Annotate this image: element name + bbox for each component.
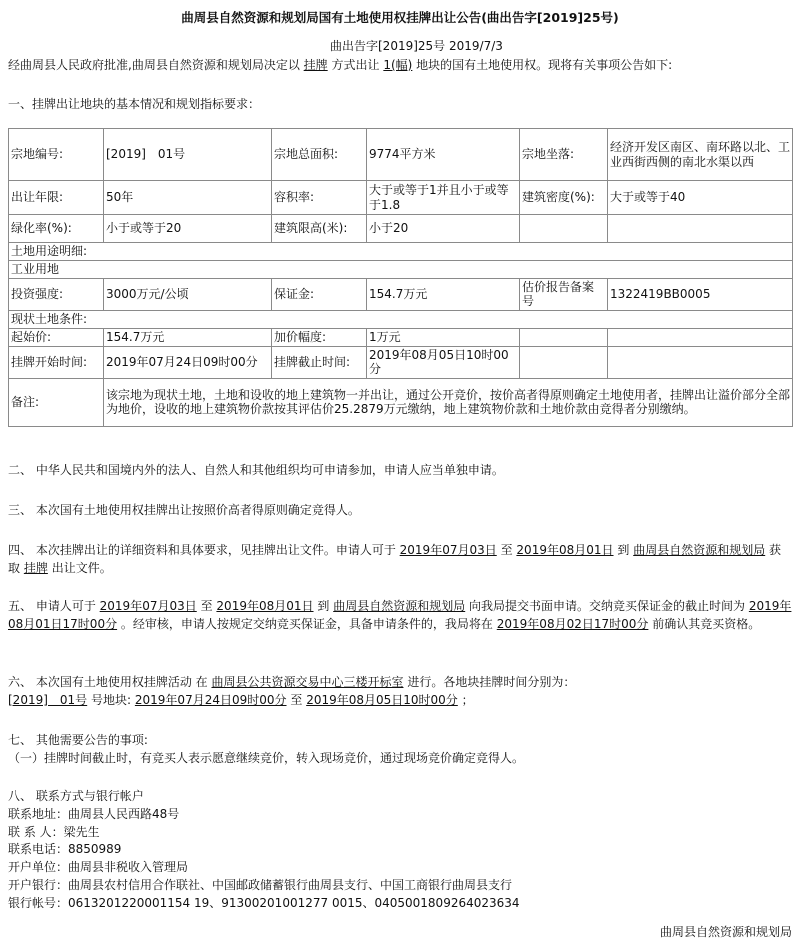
section-4-text-c: 到	[617, 543, 630, 557]
section-5-date-to: 2019年08月01日	[216, 599, 314, 613]
increment-value: 1万元	[367, 328, 520, 346]
intro-text-1: 经曲周县人民政府批准,曲周县自然资源和规划局决定以	[8, 58, 300, 72]
account-unit: 开户单位：曲周县非税收入管理局	[8, 860, 189, 874]
table-row	[9, 328, 793, 346]
condition-label: 现状土地条件:	[9, 310, 793, 328]
section-4-text-a: 四、 本次挂牌出让的详细资料和具体要求，见挂牌出让文件。申请人可于	[8, 543, 396, 557]
section-5-confirm-time: 2019年08月02日17时00分	[496, 617, 649, 631]
report-value: 1322419BB0005	[608, 279, 793, 311]
intro-text-3: 地块的国有土地使用权。现将有关事项公告如下:	[416, 58, 673, 72]
section-7	[8, 731, 792, 767]
section-5-text-e: 。经审核，申请人按规定交纳竞买保证金，具备申请条件的，我局将在	[120, 617, 493, 631]
account-bank: 开户银行：曲周县农村信用合作联社、中国邮政储蓄银行曲周县支行、中国工商银行曲周县支行	[8, 877, 513, 892]
section-1-heading: 一、挂牌出让地块的基本情况和规划指标要求：	[8, 97, 261, 111]
section-4-text-d: 获取	[8, 543, 782, 575]
section-4-place: 曲周县自然资源和规划局	[633, 543, 766, 557]
section-5-date-from: 2019年07月03日	[99, 599, 197, 613]
deposit-value: 154.7万元	[367, 279, 520, 311]
intro-text-2: 方式出让	[331, 58, 380, 72]
section-5	[8, 597, 792, 633]
deposit-label: 保证金:	[272, 279, 367, 311]
section-6-text-d: 至	[290, 693, 303, 707]
section-4-text-e: 出让文件。	[51, 561, 112, 575]
term-label: 出让年限:	[9, 181, 104, 215]
location-label: 宗地坐落:	[520, 129, 608, 181]
section-4	[8, 541, 792, 577]
height-label: 建筑限高(米):	[272, 215, 367, 243]
empty-cell	[608, 346, 793, 378]
term-value: 50年	[104, 181, 272, 215]
section-6-start: 2019年07月24日09时00分	[134, 693, 287, 707]
section-6-text-e: ；	[461, 693, 474, 707]
section-8-heading: 八、 联系方式与银行帐户	[8, 789, 144, 803]
table-row	[9, 261, 793, 279]
section-5-text-d: 向我局提交书面申请。交纳竞买保证金的截止时间为	[469, 599, 746, 613]
location-value: 经济开发区南区、南环路以北、工业西街西侧的南北水渠以西	[608, 129, 793, 181]
table-row	[9, 243, 793, 261]
section-5-text-f: 前确认其竞买资格。	[652, 617, 761, 631]
section-4-date-to: 2019年08月01日	[516, 543, 614, 557]
use-label: 土地用途明细:	[9, 243, 793, 261]
section-2: 二、 中华人民共和国境内外的法人、自然人和其他组织均可申请参加，申请人应当单独申请。	[8, 463, 504, 477]
section-5-text-b: 至	[200, 599, 213, 613]
list-start-label: 挂牌开始时间:	[9, 346, 104, 378]
section-8	[8, 788, 792, 912]
density-value: 大于或等于40	[608, 181, 793, 215]
density-label: 建筑密度(%):	[520, 181, 608, 215]
intro-mode: 挂牌	[303, 58, 328, 72]
section-6	[8, 673, 792, 709]
table-row	[9, 129, 793, 181]
green-label: 绿化率(%):	[9, 215, 104, 243]
invest-label: 投资强度:	[9, 279, 104, 311]
invest-value: 3000万元/公顷	[104, 279, 272, 311]
parcel-no-value: [2019] 01号	[104, 129, 272, 181]
section-5-place: 曲周县自然资源和规划局	[333, 599, 466, 613]
empty-cell	[608, 328, 793, 346]
green-value: 小于或等于20	[104, 215, 272, 243]
contact-phone: 联系电话：8850989	[8, 842, 122, 857]
list-end-label: 挂牌截止时间:	[272, 346, 367, 378]
table-row	[9, 378, 793, 426]
section-6-text-b: 进行。各地块挂牌时间分别为：	[407, 675, 576, 689]
report-label: 估价报告备案号	[520, 279, 608, 311]
section-4-text-b: 至	[500, 543, 513, 557]
notice-title: 曲周县自然资源和规划局国有土地使用权挂牌出让公告(曲出告字[2019]25号)	[181, 10, 619, 25]
contact-person: 联 系 人：梁先生	[8, 824, 100, 839]
section-4-date-from: 2019年07月03日	[399, 543, 497, 557]
area-label: 宗地总面积:	[272, 129, 367, 181]
section-5-text-a: 五、 申请人可于	[8, 599, 96, 613]
start-price-value: 154.7万元	[104, 328, 272, 346]
intro-paragraph	[8, 57, 792, 73]
table-row	[9, 346, 793, 378]
far-value: 大于或等于1并且小于或等于1.8	[367, 181, 520, 215]
section-5-deadline: 2019年08月01日17时00分	[8, 599, 792, 631]
section-7-heading: 七、 其他需要公告的事项:	[8, 733, 148, 747]
list-end-value: 2019年08月05日10时00分	[367, 346, 520, 378]
section-5-text-c: 到	[317, 599, 330, 613]
account-number: 银行帐号：0613201220001154 19、91300201001277 0015、0405001809264023634	[8, 895, 520, 910]
section-6-text-c: 号地块:	[91, 693, 132, 707]
start-price-label: 起始价:	[9, 328, 104, 346]
section-6-parcel: [2019] 01号	[8, 693, 88, 707]
empty-cell	[520, 215, 608, 243]
issuer-signature: 曲周县自然资源和规划局	[659, 925, 792, 939]
height-value: 小于20	[367, 215, 520, 243]
empty-cell	[520, 328, 608, 346]
parcel-no-label: 宗地编号:	[9, 129, 104, 181]
intro-count: 1(幅)	[383, 58, 413, 72]
empty-cell	[520, 346, 608, 378]
increment-label: 加价幅度:	[272, 328, 367, 346]
section-6-end: 2019年08月05日10时00分	[306, 693, 458, 707]
table-row	[9, 279, 793, 311]
use-value: 工业用地	[9, 261, 793, 279]
parcel-info-table	[8, 128, 793, 427]
remark-label: 备注:	[9, 378, 104, 426]
contact-address: 联系地址：曲周县人民西路48号	[8, 806, 180, 821]
far-label: 容积率:	[272, 181, 367, 215]
area-value: 9774平方米	[367, 129, 520, 181]
empty-cell	[608, 215, 793, 243]
section-6-venue: 曲周县公共资源交易中心三楼开标室	[211, 675, 404, 689]
document-number: 曲出告字[2019]25号 2019/7/3	[330, 39, 503, 53]
list-start-value: 2019年07月24日09时00分	[104, 346, 272, 378]
section-7-item-1: （一）挂牌时间截止时，有竞买人表示愿意继续竞价，转入现场竞价，通过现场竞价确定竞得人。	[8, 751, 525, 765]
section-3: 三、 本次国有土地使用权挂牌出让按照价高者得原则确定竞得人。	[8, 503, 360, 517]
section-6-text-a: 六、 本次国有土地使用权挂牌活动 在	[8, 675, 208, 689]
remark-value: 该宗地为现状土地，土地和设收的地上建筑物一并出让，通过公开竞价，按价高者得原则确定土地使用者，挂牌出让溢价部分全部为地价，设收的地上建筑物价款按其评估价25.2879万元缴纳，地上建筑物价款和土地价款由竞得者分别缴纳。	[104, 378, 793, 426]
table-row	[9, 215, 793, 243]
table-row	[9, 310, 793, 328]
section-4-mode: 挂牌	[23, 561, 48, 575]
table-row	[9, 181, 793, 215]
